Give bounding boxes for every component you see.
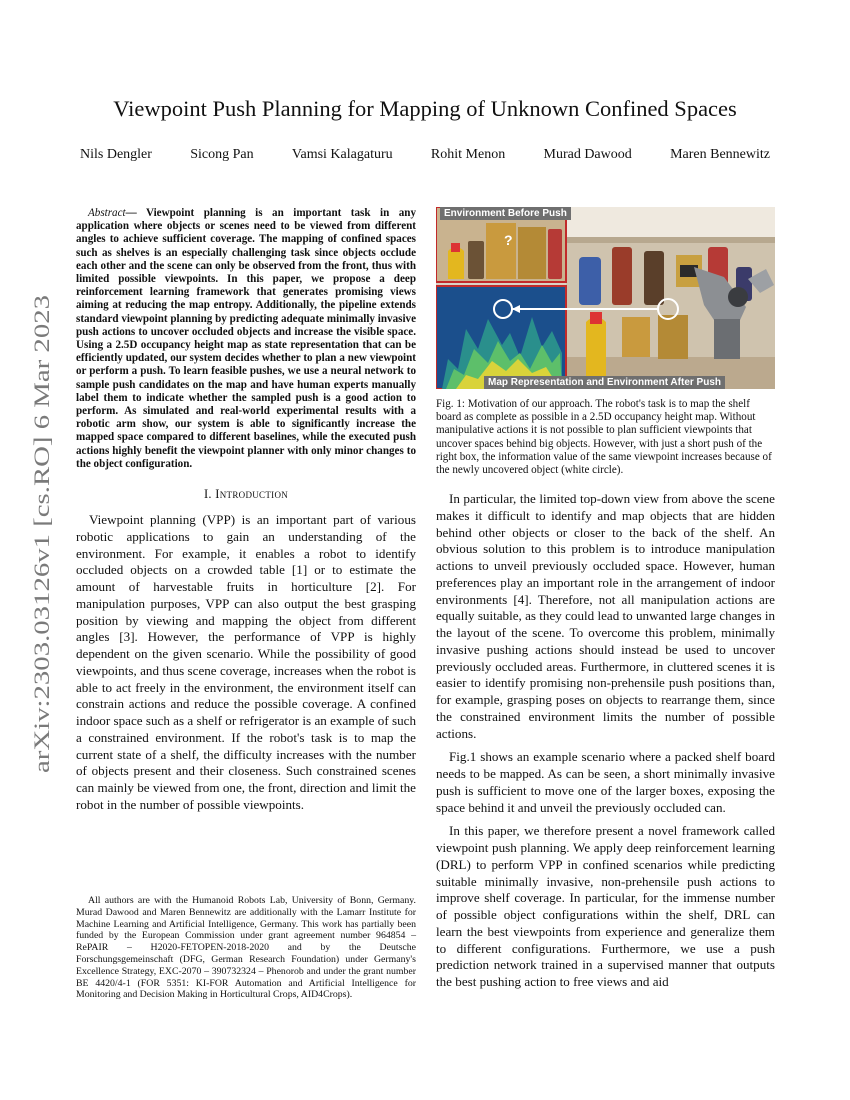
paper-title: Viewpoint Push Planning for Mapping of Unknown Confined Spaces bbox=[113, 96, 737, 121]
body-paragraph: In particular, the limited top-down view from above the scene makes it difficult to identify and map objects that are hidden behind other objects or closer to the back of the shelf. An obvious solution to this problem is to introduce manipulation actions to unveil previously occluded space. However, human preferences play an important role in the arrangement of indoor environments [4]. Therefore, not all manipulation actions are equally suitable, as they could lead to unwanted large changes in the layout of the scene. To overcome this problem, minimally invasive pushing actions should instead be used to uncover previously occluded areas. Furthermore, in cluttered scenes it is easier to identify promising non-prehensile push positions than, for example, grasping poses on objects to rearrange them, since the constrained environment limits the number of possible actions. bbox=[436, 491, 775, 741]
intro-paragraph: Viewpoint planning (VPP) is an important part of various robotic applications to gain an understanding of the environment. For example, it enables a robot to identify occluded objects on a crowded table [1] or to estimate the amount of harvestable fruits in horticulture [2]. For manipulation purposes, VPP can also output the best grasping position by viewing and mapping the object from different angles [3]. However, the performance of VPP is highly dependent on the given scenario. While the possibility of good viewpoints, and thus scene coverage, increases when the robot is able to act freely in the environment, the environment itself can constrain actions and reduce the possible coverage. A confined indoor space such as a shelf or refrigerator is an example of such a constrained environment. If the robot's task is to map the current state of a shelf, the difficulty increases with the number of objects present and their closeness. Such constrained scenes can mainly be viewed from one, the front, direction and limit the robot in the number of possible viewpoints. bbox=[76, 512, 416, 812]
author-list bbox=[80, 147, 770, 163]
body-paragraph: In this paper, we therefore present a novel framework called viewpoint push planning. We apply deep reinforcement learning (DRL) to perform VPP in confined scenarios while predicting suitable minimally invasive, non-prehensile push actions to improve shelf coverage. In particular, for the immense number of possible object configurations within the shelf, DRL can learn the best viewpoints from experience and generalize them to different configurations. Furthermore, we use a push prediction network trained in a supervised manner that outputs the best pushing action to free views and aid bbox=[436, 823, 775, 990]
section-title: Introduction bbox=[215, 487, 289, 502]
author: Nils Dengler bbox=[80, 147, 152, 162]
figure-photo bbox=[436, 207, 775, 389]
author: Maren Bennewitz bbox=[670, 147, 770, 162]
abstract bbox=[76, 207, 416, 471]
figure-label-before: Environment Before Push bbox=[440, 207, 571, 220]
figure-label-after: Map Representation and Environment After Push bbox=[484, 376, 725, 389]
author: Sicong Pan bbox=[190, 147, 254, 162]
arxiv-id: arXiv:2303.03126v1 [cs.RO] 6 Mar 2023 bbox=[29, 399, 54, 773]
body-paragraph: Fig.1 shows an example scenario where a packed shelf board needs to be mapped. As can be seen, a short minimally invasive push is sufficient to move one of the larger boxes, exposing the space behind it and unveil the previously occluded can. bbox=[436, 749, 775, 815]
footnote: All authors are with the Humanoid Robots Lab, University of Bonn, Germany. Murad Dawood and Maren Bennewitz are additionally with the Lamarr Institute for Machine Learning and Artificial Intelligence, Germany. This work has partially been funded by the European Commission under grant agreement number 964854 –RePAIR – H2020-FETOPEN-2018-2020 and by the Deutsche Forschungsgemeinschaft (DFG, German Research Foundation) under Germany's Excellence Strategy, EXC-2070 – 390732324 – Phenorob and under the grant number BE 4420/4-1 (FOR 5351: KI-FOR Automation and Artificial Intelligence for Monitoring and Decision Making in Horticultural Crops, AID4Crops). bbox=[76, 895, 416, 1001]
figure-1 bbox=[436, 207, 775, 389]
abstract-text: — Viewpoint planning is an important task in any application where objects or scenes need to be viewed from different angles to achieve sufficient coverage. The mapping of confined spaces such as shelves is an especially challenging task since objects occlude each other and the scene can only be observed from the front, thus with limited possible viewpoints. In this paper, we propose a deep reinforcement learning framework that generates promising views aiming at reducing the map entropy. Additionally, the pipeline extends standard viewpoint planning by predicting adequate minimally invasive push actions to uncover occluded objects and increase the visible space. Using a 2.5D occupancy height map as state representation that can be efficiently updated, our system decides whether to plan a new viewpoint or perform a push. To learn feasible pushes, we use a neural network to sample push candidates on the map and have human experts manually label them to indicate whether the sampled push is a good action to perform. As simulated and real-world experimental results with a robotic arm show, our system is able to significantly increase the mapped space compared to different baselines, while the executed push actions highly benefit the viewpoint planner with only minor changes to the object configuration. bbox=[76, 207, 416, 470]
section-heading bbox=[76, 487, 416, 502]
right-column bbox=[436, 207, 775, 998]
section-number: I. bbox=[203, 487, 212, 502]
arxiv-stamp bbox=[25, 295, 55, 775]
author: Murad Dawood bbox=[543, 147, 632, 162]
svg-text:?: ? bbox=[504, 232, 513, 248]
left-column bbox=[76, 207, 416, 820]
figure-caption: Fig. 1: Motivation of our approach. The robot's task is to map the shelf board as complete as possible in a 2.5D occupancy height map. Without manipulative actions it is not possible to plan sufficient viewpoints that uncover spaces behind big objects. However, with just a short push of the right box, the information value of the same viewpoint increases because of the newly uncovered object (white circle). bbox=[436, 398, 772, 477]
author: Vamsi Kalagaturu bbox=[291, 147, 393, 162]
author: Rohit Menon bbox=[430, 147, 506, 162]
abstract-label: Abstract bbox=[88, 207, 126, 219]
